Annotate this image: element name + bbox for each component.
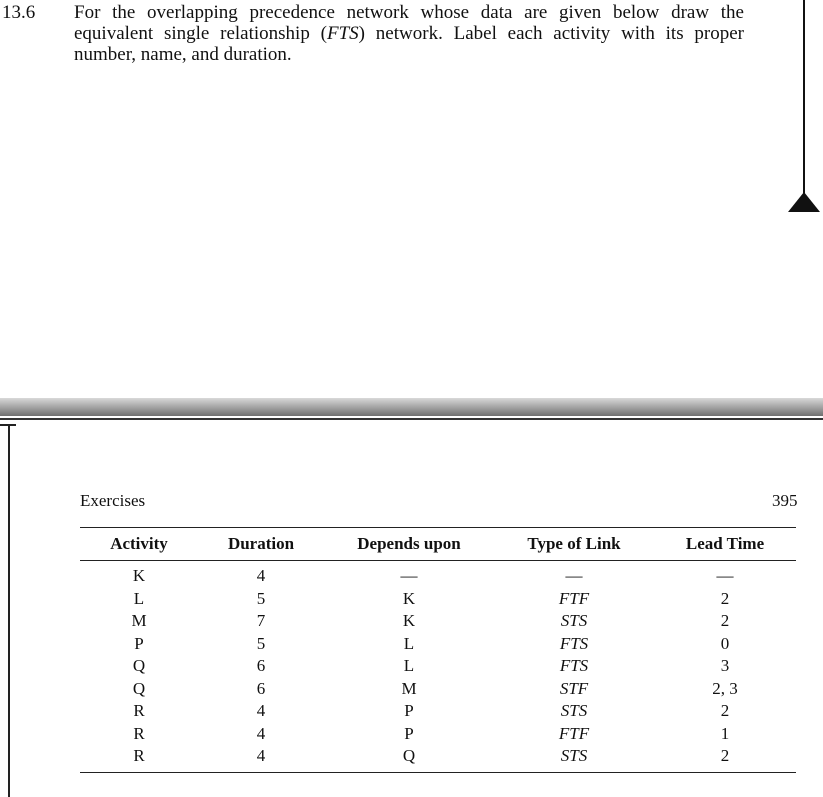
scan-left-edge bbox=[8, 424, 10, 797]
arrow-up-icon bbox=[788, 192, 820, 212]
cell-lead-time: 2, 3 bbox=[712, 678, 738, 698]
cell-link-type: — bbox=[565, 566, 583, 586]
header-activity: Activity bbox=[110, 534, 168, 553]
header-type-of-link: Type of Link bbox=[527, 534, 621, 553]
table-row bbox=[80, 700, 796, 723]
problem-text-end: ) network. Label each activity with its proper number, name, and duration. bbox=[74, 23, 745, 65]
cell-depends-upon: — bbox=[400, 566, 418, 586]
cell-activity: P bbox=[134, 633, 144, 653]
table-row bbox=[80, 633, 796, 656]
cell-duration: 5 bbox=[256, 588, 266, 608]
precedence-data-table bbox=[80, 527, 796, 773]
cell-depends-upon: P bbox=[404, 701, 414, 721]
header-lead-time: Lead Time bbox=[685, 534, 765, 553]
cell-lead-time: 3 bbox=[720, 656, 730, 676]
cell-depends-upon: L bbox=[403, 656, 415, 676]
cell-activity: R bbox=[133, 723, 145, 743]
cell-link-type: FTF bbox=[558, 588, 590, 608]
cell-activity: Q bbox=[132, 678, 146, 698]
header-duration: Duration bbox=[227, 534, 295, 553]
cell-depends-upon: Q bbox=[402, 746, 416, 766]
scan-edge-bar bbox=[803, 0, 805, 198]
cell-link-type: FTS bbox=[559, 656, 589, 676]
page-number: 395 bbox=[772, 491, 798, 510]
cell-activity: M bbox=[131, 611, 147, 631]
cell-link-type: STS bbox=[560, 701, 588, 721]
cell-duration: 4 bbox=[256, 723, 266, 743]
cell-lead-time: 2 bbox=[720, 611, 730, 631]
cell-link-type: FTS bbox=[559, 633, 589, 653]
cell-depends-upon: L bbox=[403, 633, 415, 653]
cell-depends-upon: K bbox=[402, 588, 416, 608]
cell-duration: 5 bbox=[256, 633, 266, 653]
table-row bbox=[80, 610, 796, 633]
running-head: Exercises bbox=[80, 491, 146, 510]
cell-duration: 4 bbox=[256, 701, 266, 721]
table-row bbox=[80, 588, 796, 611]
cell-lead-time: 0 bbox=[720, 633, 730, 653]
cell-duration: 7 bbox=[256, 611, 266, 631]
cell-activity: Q bbox=[132, 656, 146, 676]
table-row bbox=[80, 655, 796, 678]
cell-duration: 6 bbox=[256, 678, 266, 698]
cell-link-type: STF bbox=[559, 678, 589, 698]
table-row bbox=[80, 561, 796, 588]
table-row bbox=[80, 678, 796, 701]
cell-lead-time: — bbox=[716, 566, 734, 586]
cell-link-type: STS bbox=[560, 746, 588, 766]
cell-link-type: FTF bbox=[558, 723, 590, 743]
problem-text-start: For the overlapping precedence network whose data are given below draw the equivalent single relationship ( bbox=[74, 2, 744, 44]
header-depends-upon: Depends upon bbox=[357, 534, 461, 553]
page-divider bbox=[0, 418, 823, 420]
cell-activity: L bbox=[133, 588, 145, 608]
cell-activity: K bbox=[132, 566, 146, 586]
cell-depends-upon: M bbox=[401, 678, 417, 698]
cell-lead-time: 2 bbox=[720, 701, 730, 721]
cell-link-type: STS bbox=[560, 611, 588, 631]
table-row bbox=[80, 723, 796, 746]
problem-number: 13.6 bbox=[2, 2, 36, 23]
cell-depends-upon: P bbox=[404, 723, 414, 743]
cell-lead-time: 2 bbox=[720, 746, 730, 766]
cell-activity: R bbox=[133, 701, 145, 721]
cell-duration: 4 bbox=[256, 566, 266, 586]
problem-italic-term: FTS bbox=[326, 23, 359, 44]
cell-lead-time: 1 bbox=[720, 723, 730, 743]
page-gutter bbox=[0, 398, 823, 416]
cell-duration: 4 bbox=[256, 746, 266, 766]
cell-duration: 6 bbox=[256, 656, 266, 676]
cell-activity: R bbox=[133, 746, 145, 766]
problem-statement bbox=[74, 2, 744, 65]
cell-depends-upon: K bbox=[402, 611, 416, 631]
table-header-row bbox=[80, 528, 796, 561]
cell-lead-time: 2 bbox=[720, 588, 730, 608]
table-row bbox=[80, 745, 796, 772]
